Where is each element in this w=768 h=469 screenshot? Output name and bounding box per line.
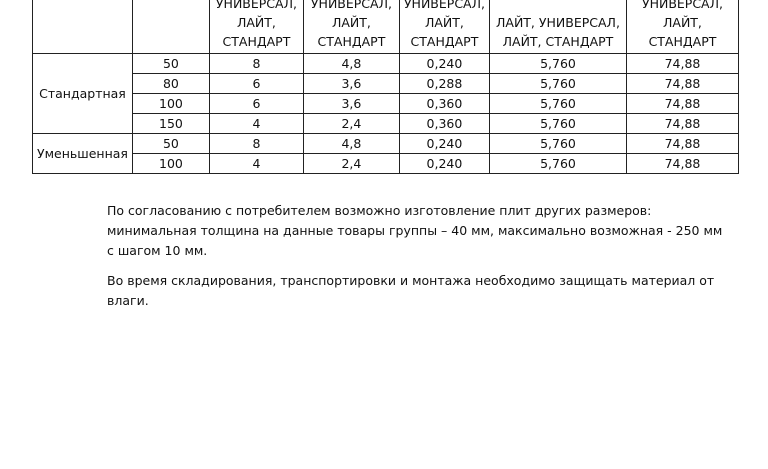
table-cell: 0,288	[399, 74, 489, 94]
header-line: ЛАЙТ,	[331, 15, 371, 30]
table-cell: 5,760	[489, 54, 626, 74]
table-cell: 2,4	[303, 154, 399, 174]
table-cell: 74,88	[626, 114, 738, 134]
table-cell: 0,360	[399, 114, 489, 134]
header-line: ЛАЙТ,	[236, 15, 276, 30]
header-line: СТАНДАРТ	[317, 34, 386, 49]
header-cell	[303, 0, 399, 54]
header-line: ЛАЙТ,	[424, 15, 464, 30]
note-custom-sizes: По согласованию с потребителем возможно изготовление плит других размеров: минимальная толщина на данные товары группы – 40 мм, максимально возможная - 250 мм с шагом 10 мм.	[107, 203, 723, 258]
note-moisture-protection: Во время складирования, транспортировки и монтажа необходимо защищать материал от влаги.	[107, 273, 715, 308]
table-cell: 100	[132, 94, 209, 114]
table-row	[33, 94, 739, 114]
table-cell: 0,240	[399, 134, 489, 154]
table-cell: 5,760	[489, 94, 626, 114]
header-line: СТАНДАРТ	[222, 34, 291, 49]
header-cell	[626, 0, 738, 54]
notes-section	[107, 201, 727, 311]
table-row	[33, 154, 739, 174]
table-cell: 8	[209, 54, 303, 74]
table-cell: 4	[209, 114, 303, 134]
table-cell: 4	[209, 154, 303, 174]
group-name-cell: Стандартная	[33, 54, 133, 134]
header-cell	[399, 0, 489, 54]
header-line: УНИВЕРСАЛ,	[641, 0, 723, 11]
table-cell: 0,360	[399, 94, 489, 114]
table-cell: 2,4	[303, 114, 399, 134]
table-cell: 6	[209, 74, 303, 94]
header-line: УНИВЕРСАЛ,	[310, 0, 392, 11]
table-cell: 8	[209, 134, 303, 154]
table-cell: 74,88	[626, 54, 738, 74]
table-cell: 5,760	[489, 154, 626, 174]
table-cell: 50	[132, 54, 209, 74]
header-line: ЛАЙТ, УНИВЕРСАЛ,	[496, 15, 620, 30]
header-cell	[33, 0, 133, 54]
header-cell	[489, 0, 626, 54]
table-cell: 150	[132, 114, 209, 134]
table-cell: 3,6	[303, 94, 399, 114]
header-line: СТАНДАРТ	[410, 34, 479, 49]
table-cell: 80	[132, 74, 209, 94]
table-cell: 74,88	[626, 94, 738, 114]
header-line: ЛАЙТ, СТАНДАРТ	[502, 34, 614, 49]
header-line: УНИВЕРСАЛ,	[403, 0, 485, 11]
table-header-row	[33, 0, 739, 54]
group-name-cell: Уменьшенная	[33, 134, 133, 174]
table-cell: 74,88	[626, 154, 738, 174]
table-row	[33, 114, 739, 134]
table-cell: 0,240	[399, 54, 489, 74]
table-cell: 5,760	[489, 114, 626, 134]
header-line: СТАНДАРТ	[648, 34, 717, 49]
table-cell: 74,88	[626, 74, 738, 94]
table-cell: 5,760	[489, 74, 626, 94]
table-cell: 74,88	[626, 134, 738, 154]
table-cell: 4,8	[303, 134, 399, 154]
table-cell: 4,8	[303, 54, 399, 74]
header-cell	[209, 0, 303, 54]
header-cell	[132, 0, 209, 54]
table-cell: 3,6	[303, 74, 399, 94]
header-line: УНИВЕРСАЛ,	[215, 0, 297, 11]
table-row	[33, 54, 739, 74]
table-cell: 5,760	[489, 134, 626, 154]
table-cell: 100	[132, 154, 209, 174]
table-row	[33, 74, 739, 94]
table-cell: 6	[209, 94, 303, 114]
product-spec-table	[32, 0, 739, 174]
table-cell: 0,240	[399, 154, 489, 174]
table-cell: 50	[132, 134, 209, 154]
table-row	[33, 134, 739, 154]
header-line: ЛАЙТ,	[663, 15, 702, 30]
